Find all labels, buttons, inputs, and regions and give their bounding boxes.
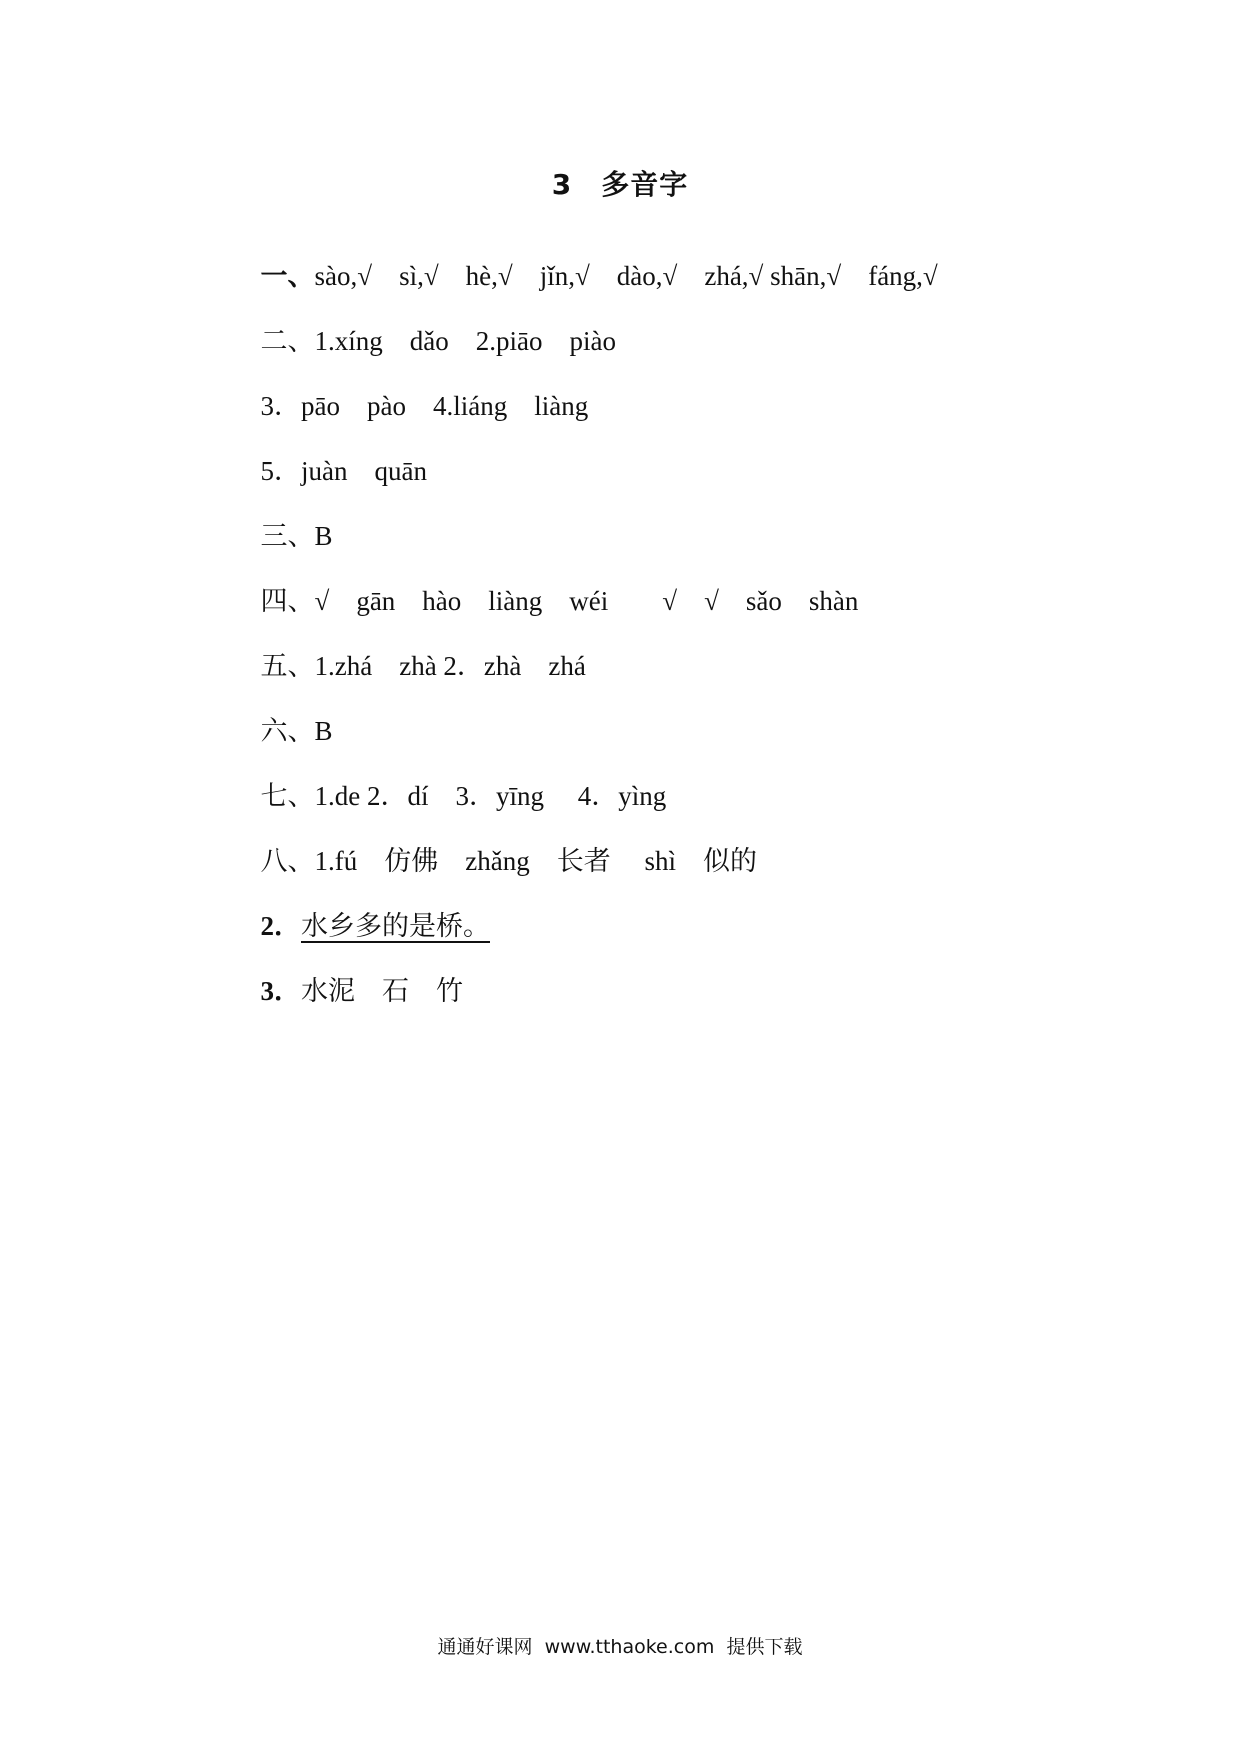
section-marker: 2． — [260, 911, 301, 941]
answer-line-2 — [247, 301, 616, 355]
answer-text: √ gān hào liàng wéi √ √ sǎo shàn — [314, 586, 859, 616]
answer-item: hè,√ — [465, 261, 513, 291]
section-marker: 五、 — [260, 651, 315, 682]
answer-line-8 — [247, 691, 333, 745]
answer-item: sì,√ — [399, 261, 439, 291]
answer-text: 水乡多的是桥。 — [301, 911, 490, 942]
answer-text: 1.fú 仿佛 zhǎng 长者 shì 似的 — [314, 846, 757, 876]
section-marker: 七、 — [260, 781, 315, 812]
page-title: 3 多音字 — [551, 168, 689, 201]
answer-item: zhá,√ shān,√ — [704, 261, 842, 291]
answer-line-3 — [247, 366, 588, 420]
section-marker: 二、 — [260, 326, 315, 357]
answer-text: B — [314, 716, 333, 746]
answer-line-5 — [247, 496, 333, 550]
answer-text: B — [314, 521, 333, 551]
answer-line-7 — [247, 626, 586, 680]
answer-text: 1.zhá zhà 2．zhà zhá — [314, 651, 586, 681]
answer-line-1 — [247, 236, 938, 290]
answer-line-9 — [247, 756, 666, 810]
section-marker: 3． — [260, 976, 301, 1006]
answer-text: 1.de 2．dí 3．yīng 4．yìng — [314, 781, 667, 811]
answer-text: 1.xíng dǎo 2.piāo piào — [314, 326, 616, 356]
answer-text: 3．pāo pào 4.liáng liàng — [260, 391, 589, 421]
section-marker: 一、 — [260, 261, 315, 292]
answer-text: 5．juàn quān — [260, 456, 427, 486]
answer-item: fáng,√ — [868, 261, 938, 291]
answer-line-4 — [247, 431, 427, 485]
section-marker: 三、 — [260, 521, 315, 552]
answer-line-6 — [247, 561, 858, 615]
footer-note: 通通好课网 www.tthaoke.com 提供下载 — [437, 1636, 803, 1658]
section-marker: 四、 — [260, 586, 315, 617]
answer-line-12 — [247, 951, 463, 1005]
section-marker: 八、 — [260, 846, 315, 877]
answer-text: 水泥 石 竹 — [301, 976, 463, 1007]
answer-line-11 — [247, 886, 490, 940]
answer-item: jǐn,√ — [539, 261, 590, 291]
answer-item: dào,√ — [616, 261, 678, 291]
section-marker: 六、 — [260, 716, 315, 747]
answer-line-10 — [247, 821, 757, 875]
answer-item: sào,√ — [314, 261, 373, 291]
